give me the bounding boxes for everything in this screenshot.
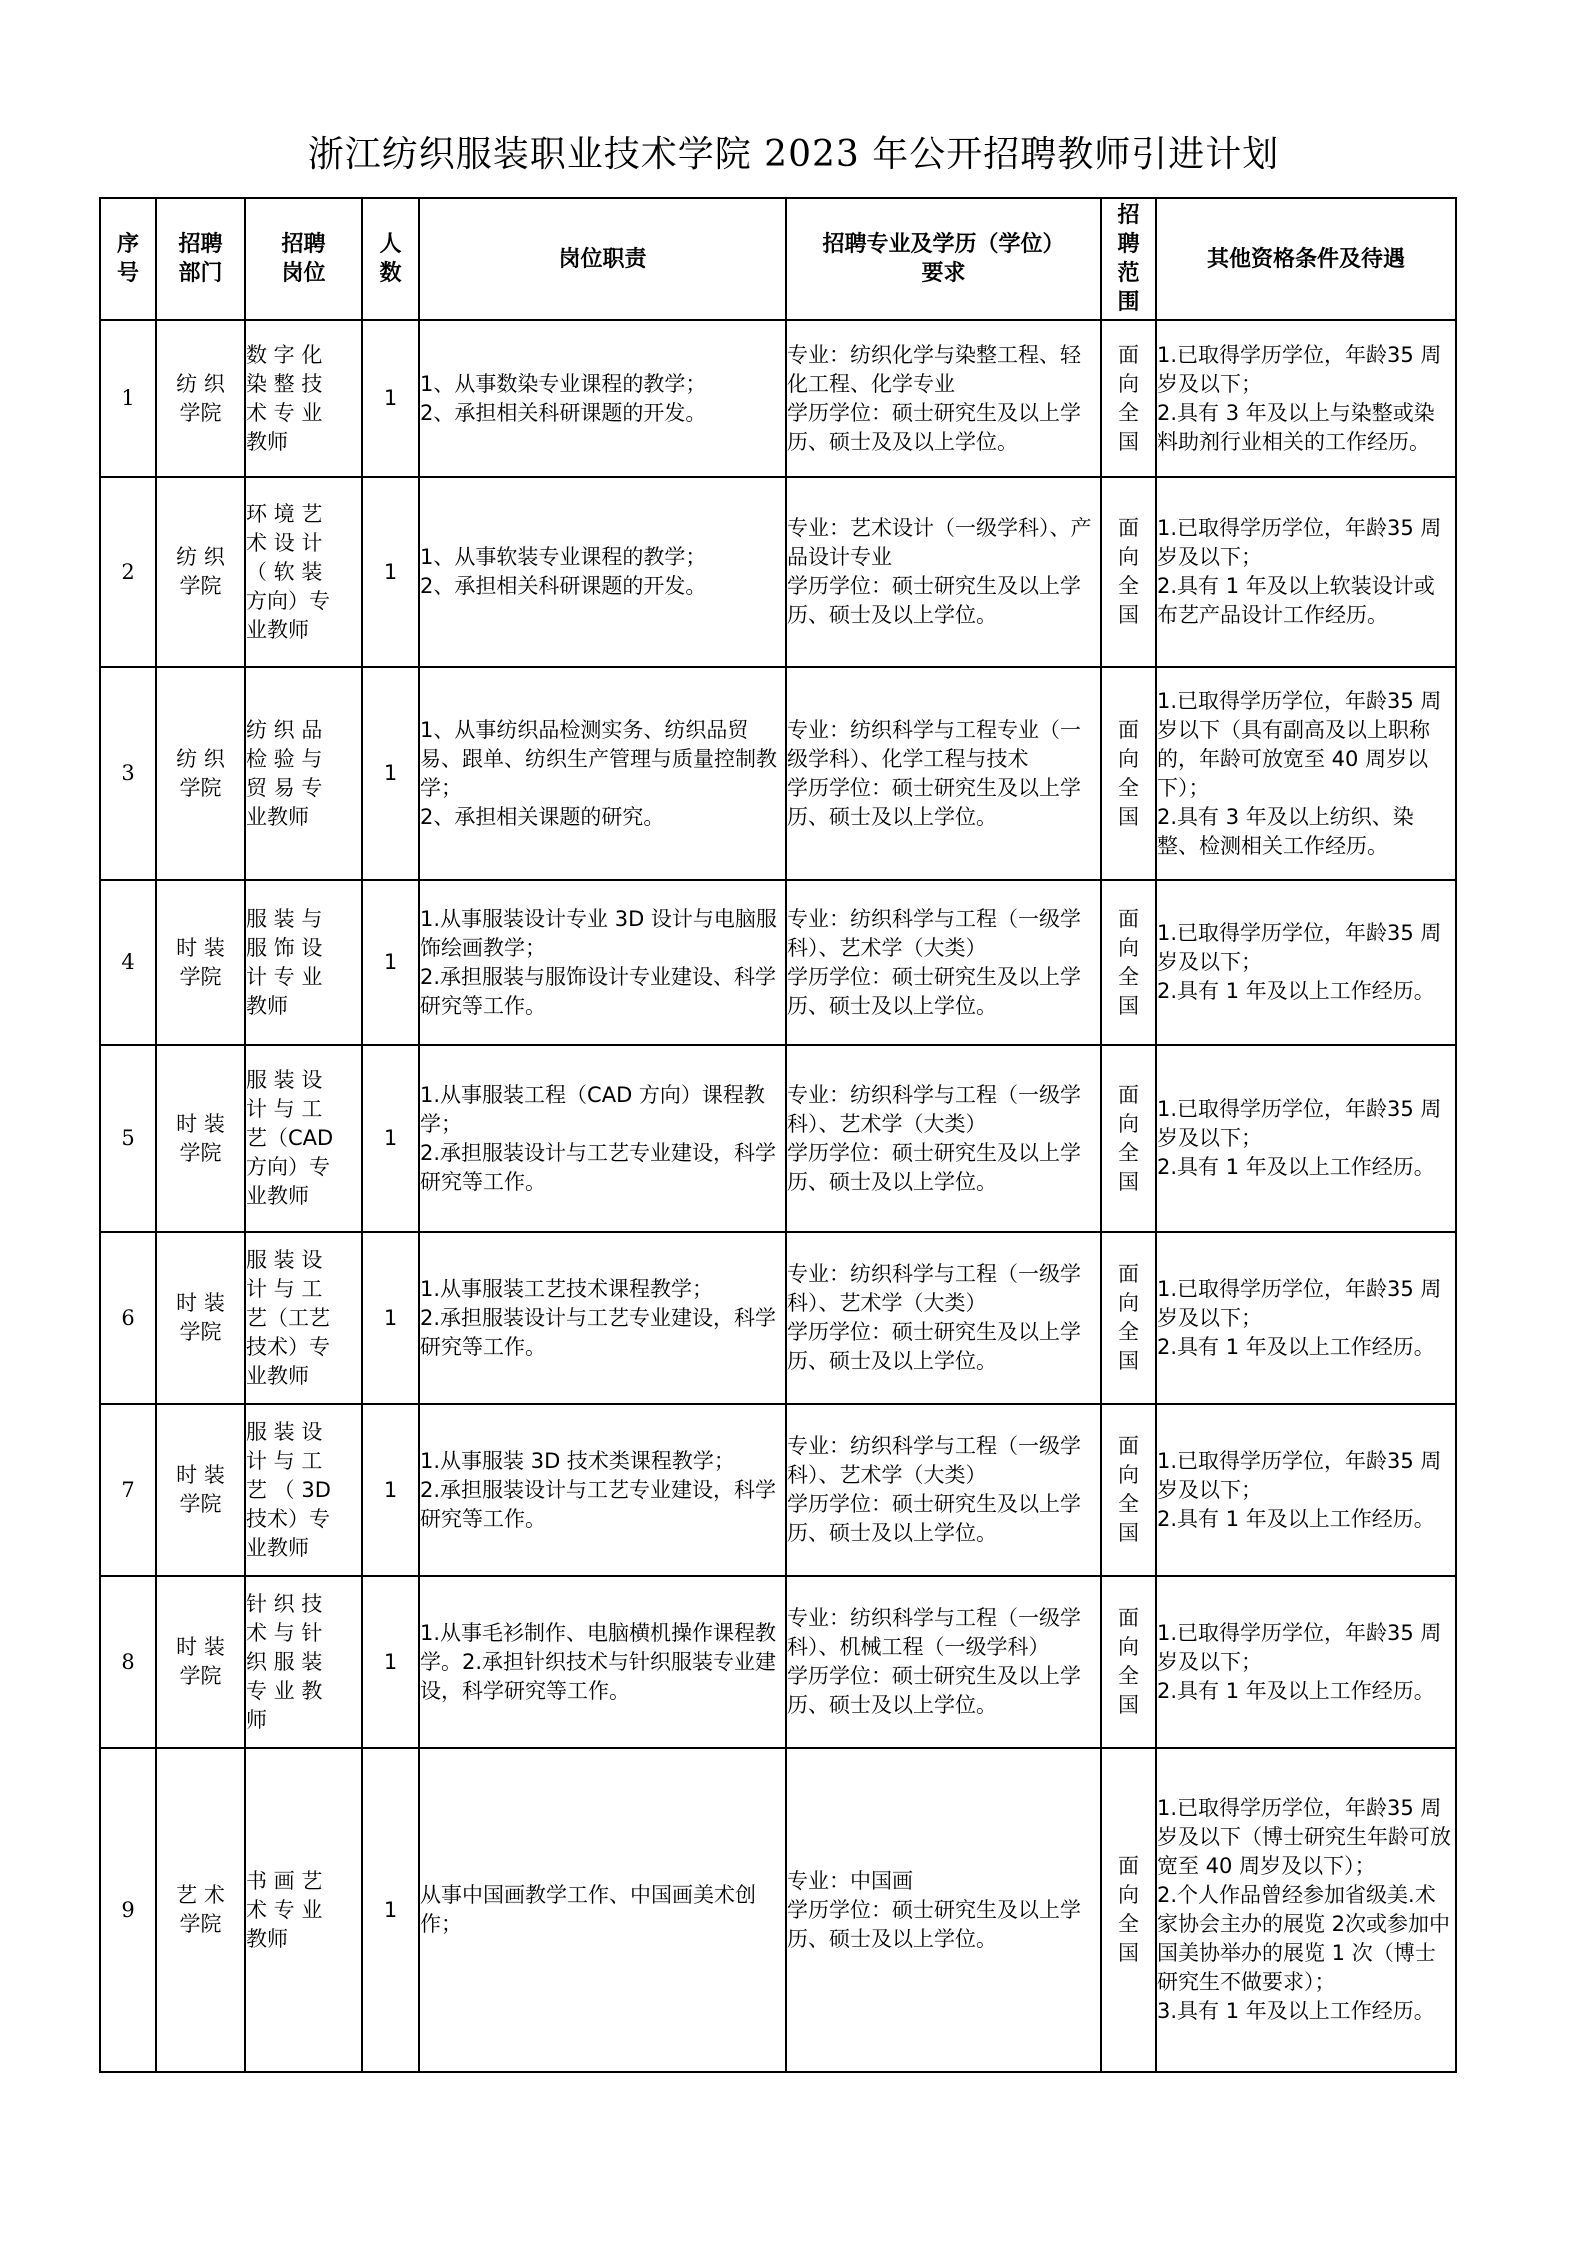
cell-major: 专业：纺织科学与工程（一级学科）、艺术学（大类） 学历学位：硕士研究生及以上学历、硕士及以上学位。	[786, 880, 1101, 1045]
cell-other: 1.已取得学历学位，年龄35 周岁及以下； 2.具有 3 年及以上与染整或染料助剂行业相关的工作经历。	[1156, 320, 1456, 477]
cell-dept: 艺 术 学院	[156, 1748, 245, 2072]
cell-scope: 面 向 全 国	[1101, 1404, 1156, 1576]
cell-scope: 面 向 全 国	[1101, 1232, 1156, 1404]
header-post: 招聘 岗位	[245, 198, 362, 320]
cell-dept: 纺 织 学院	[156, 320, 245, 477]
cell-duty: 1、从事纺织品检测实务、纺织品贸易、跟单、纺织生产管理与质量控制教学； 2、承担相关课题的研究。	[419, 667, 786, 880]
cell-duty: 从事中国画教学工作、中国画美术创作；	[419, 1748, 786, 2072]
table-row	[100, 1576, 1456, 1748]
cell-dept: 时 装 学院	[156, 1404, 245, 1576]
cell-dept: 时 装 学院	[156, 1232, 245, 1404]
cell-other: 1.已取得学历学位，年龄35 周岁及以下； 2.具有 1 年及以上工作经历。	[1156, 1045, 1456, 1232]
cell-count: 1	[362, 880, 419, 1045]
cell-scope: 面 向 全 国	[1101, 1748, 1156, 2072]
cell-dept: 纺 织 学院	[156, 667, 245, 880]
header-other: 其他资格条件及待遇	[1156, 198, 1456, 320]
cell-duty: 1.从事服装工程（CAD 方向）课程教学； 2.承担服装设计与工艺专业建设，科学研究等工作。	[419, 1045, 786, 1232]
cell-dept: 时 装 学院	[156, 1045, 245, 1232]
cell-duty: 1、从事数染专业课程的教学； 2、承担相关科研课题的开发。	[419, 320, 786, 477]
cell-no: 7	[100, 1404, 156, 1576]
header-count: 人 数	[362, 198, 419, 320]
cell-post: 服 装 设 计 与 工 艺 （ 3D 技术）专 业教师	[245, 1404, 362, 1576]
cell-other: 1.已取得学历学位，年龄35 周岁及以下（博士研究生年龄可放宽至 40 周岁及以下）； 2.个人作品曾经参加省级美.术家协会主办的展览 2次或参加中国美协举办的展览 1 次（博士研究生不做要求）； 3.具有 1 年及以上工作经历。	[1156, 1748, 1456, 2072]
cell-other: 1.已取得学历学位，年龄35 周岁及以下； 2.具有 1 年及以上软装设计或布艺产品设计工作经历。	[1156, 477, 1456, 667]
cell-scope: 面 向 全 国	[1101, 320, 1156, 477]
cell-post: 环 境 艺 术 设 计 （ 软 装 方向）专 业教师	[245, 477, 362, 667]
cell-no: 1	[100, 320, 156, 477]
cell-scope: 面 向 全 国	[1101, 1576, 1156, 1748]
cell-scope: 面 向 全 国	[1101, 880, 1156, 1045]
header-scope: 招 聘 范 围	[1101, 198, 1156, 320]
cell-post: 书 画 艺 术 专 业 教师	[245, 1748, 362, 2072]
recruitment-plan-table	[99, 197, 1457, 2073]
cell-count: 1	[362, 667, 419, 880]
table-row	[100, 320, 1456, 477]
cell-duty: 1.从事毛衫制作、电脑横机操作课程教学。2.承担针织技术与针织服装专业建设，科学研究等工作。	[419, 1576, 786, 1748]
header-major: 招聘专业及学历（学位） 要求	[786, 198, 1101, 320]
cell-no: 6	[100, 1232, 156, 1404]
cell-major: 专业：纺织科学与工程（一级学科）、艺术学（大类） 学历学位：硕士研究生及以上学历、硕士及以上学位。	[786, 1232, 1101, 1404]
cell-other: 1.已取得学历学位，年龄35 周岁以下（具有副高及以上职称的，年龄可放宽至 40 周岁以下）； 2.具有 3 年及以上纺织、染整、检测相关工作经历。	[1156, 667, 1456, 880]
cell-no: 5	[100, 1045, 156, 1232]
cell-major: 专业：中国画 学历学位：硕士研究生及以上学历、硕士及以上学位。	[786, 1748, 1101, 2072]
table-header-row	[100, 198, 1456, 320]
table-row	[100, 880, 1456, 1045]
cell-dept: 纺 织 学院	[156, 477, 245, 667]
header-dept: 招聘 部门	[156, 198, 245, 320]
cell-no: 3	[100, 667, 156, 880]
cell-duty: 1.从事服装 3D 技术类课程教学； 2.承担服装设计与工艺专业建设，科学研究等工作。	[419, 1404, 786, 1576]
cell-count: 1	[362, 477, 419, 667]
page-title: 浙江纺织服装职业技术学院 2023 年公开招聘教师引进计划	[307, 134, 1280, 175]
cell-dept: 时 装 学院	[156, 1576, 245, 1748]
cell-scope: 面 向 全 国	[1101, 1045, 1156, 1232]
cell-no: 4	[100, 880, 156, 1045]
cell-duty: 1.从事服装设计专业 3D 设计与电脑服饰绘画教学； 2.承担服装与服饰设计专业建设、科学研究等工作。	[419, 880, 786, 1045]
cell-post: 数 字 化 染 整 技 术 专 业 教师	[245, 320, 362, 477]
cell-other: 1.已取得学历学位，年龄35 周岁及以下； 2.具有 1 年及以上工作经历。	[1156, 1232, 1456, 1404]
cell-scope: 面 向 全 国	[1101, 477, 1156, 667]
cell-post: 服 装 设 计 与 工 艺（CAD 方向）专 业教师	[245, 1045, 362, 1232]
table-row	[100, 1045, 1456, 1232]
cell-major: 专业：纺织化学与染整工程、轻化工程、化学专业 学历学位：硕士研究生及以上学历、硕士及及以上学位。	[786, 320, 1101, 477]
cell-major: 专业：纺织科学与工程（一级学科）、艺术学（大类） 学历学位：硕士研究生及以上学历、硕士及以上学位。	[786, 1404, 1101, 1576]
cell-other: 1.已取得学历学位，年龄35 周岁及以下； 2.具有 1 年及以上工作经历。	[1156, 1404, 1456, 1576]
table-row	[100, 667, 1456, 880]
table-row	[100, 1748, 1456, 2072]
cell-count: 1	[362, 1232, 419, 1404]
header-duty: 岗位职责	[419, 198, 786, 320]
cell-major: 专业：纺织科学与工程（一级学科）、艺术学（大类） 学历学位：硕士研究生及以上学历、硕士及以上学位。	[786, 1045, 1101, 1232]
table-row	[100, 1404, 1456, 1576]
cell-no: 9	[100, 1748, 156, 2072]
cell-post: 针 织 技 术 与 针 织 服 装 专 业 教 师	[245, 1576, 362, 1748]
cell-dept: 时 装 学院	[156, 880, 245, 1045]
cell-count: 1	[362, 1045, 419, 1232]
cell-count: 1	[362, 1576, 419, 1748]
cell-no: 8	[100, 1576, 156, 1748]
cell-other: 1.已取得学历学位，年龄35 周岁及以下； 2.具有 1 年及以上工作经历。	[1156, 1576, 1456, 1748]
cell-major: 专业：纺织科学与工程专业（一级学科）、化学工程与技术 学历学位：硕士研究生及以上学历、硕士及以上学位。	[786, 667, 1101, 880]
cell-count: 1	[362, 1404, 419, 1576]
cell-duty: 1.从事服装工艺技术课程教学； 2.承担服装设计与工艺专业建设，科学研究等工作。	[419, 1232, 786, 1404]
cell-post: 服 装 与 服 饰 设 计 专 业 教师	[245, 880, 362, 1045]
table-row	[100, 477, 1456, 667]
table-row	[100, 1232, 1456, 1404]
cell-count: 1	[362, 1748, 419, 2072]
cell-scope: 面 向 全 国	[1101, 667, 1156, 880]
cell-major: 专业：纺织科学与工程（一级学科）、机械工程（一级学科） 学历学位：硕士研究生及以上学历、硕士及以上学位。	[786, 1576, 1101, 1748]
cell-major: 专业：艺术设计（一级学科）、产品设计专业 学历学位：硕士研究生及以上学历、硕士及以上学位。	[786, 477, 1101, 667]
cell-no: 2	[100, 477, 156, 667]
cell-post: 服 装 设 计 与 工 艺（工艺 技术）专 业教师	[245, 1232, 362, 1404]
cell-count: 1	[362, 320, 419, 477]
cell-other: 1.已取得学历学位，年龄35 周岁及以下； 2.具有 1 年及以上工作经历。	[1156, 880, 1456, 1045]
cell-duty: 1、从事软装专业课程的教学； 2、承担相关科研课题的开发。	[419, 477, 786, 667]
cell-post: 纺 织 品 检 验 与 贸 易 专 业教师	[245, 667, 362, 880]
header-no: 序 号	[100, 198, 156, 320]
